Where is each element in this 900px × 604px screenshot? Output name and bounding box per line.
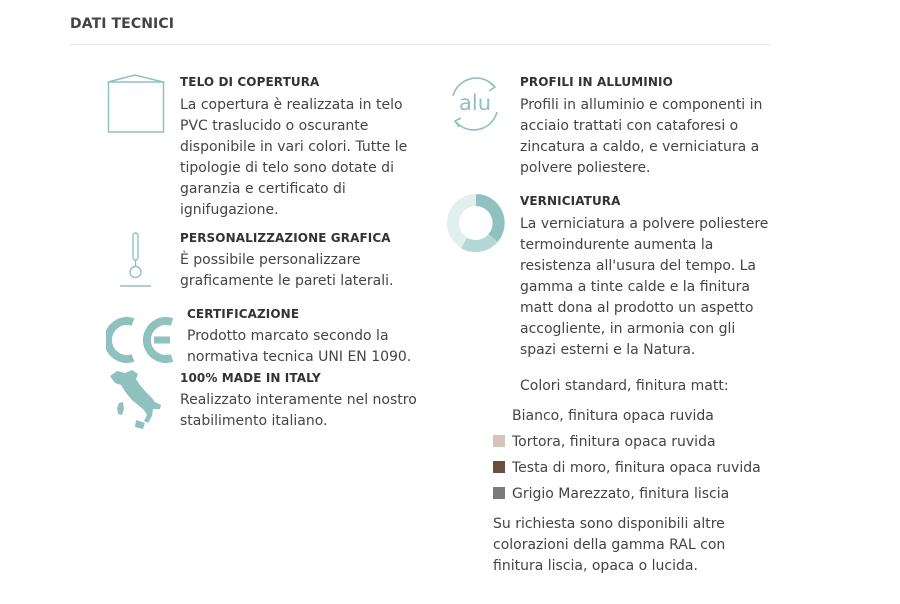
telo-title: TELO DI COPERTURA (180, 75, 320, 89)
colors-note: Su richiesta sono disponibili altre colorazioni della gamma RAL con finitura liscia, opaca o lucida. (493, 516, 726, 574)
divider (70, 44, 771, 45)
paint-ring-icon (446, 193, 506, 253)
profili-text: Profili in alluminio e componenti in acciaio trattati con cataforesi o zincatura a caldo, e verniciatura a polvere poliestere. (520, 97, 763, 176)
color-label: Testa di moro, finitura opaca ruvida (512, 460, 761, 476)
color-option (493, 434, 716, 450)
italy-map-icon (108, 368, 164, 432)
color-label: Bianco, finitura opaca ruvida (512, 408, 714, 424)
color-label: Tortora, finitura opaca ruvida (512, 434, 716, 450)
color-option (493, 486, 729, 502)
color-swatch (493, 435, 505, 447)
alu-icon-text: alu (458, 91, 492, 115)
profili-title: PROFILI IN ALLUMINIO (520, 75, 673, 89)
certificazione-title: CERTIFICAZIONE (187, 307, 300, 321)
verniciatura-text: La verniciatura a polvere poliestere termoindurente aumenta la resistenza all'usura del tempo. La gamma a tinte calde e la finitura matt dona al prodotto un aspetto accogliente, in armonia con gli spazi esterni e la Natura. (520, 216, 769, 358)
color-swatch (493, 409, 505, 421)
color-swatch (493, 487, 505, 499)
alu-recycle-icon (444, 74, 506, 134)
color-label: Grigio Marezzato, finitura liscia (512, 486, 730, 502)
telo-text: La copertura è realizzata in telo PVC traslucido o oscurante disponibile in vari colori. Tutte le tipologie di telo sono dotate di garanzia e certificato di ignifugazione. (180, 97, 408, 218)
color-swatch (493, 461, 505, 473)
grafica-text: È possibile personalizzare graficamente le pareti laterali. (180, 252, 394, 289)
ce-mark-icon (106, 316, 174, 364)
section-title: DATI TECNICI (70, 16, 174, 32)
grafica-title: PERSONALIZZAZIONE GRAFICA (180, 231, 391, 245)
colors-title: Colori standard, finitura matt: (520, 378, 729, 394)
canopy-frame-icon (106, 73, 166, 135)
italy-title: 100% MADE IN ITALY (180, 371, 321, 385)
paint-brush-icon (116, 230, 156, 290)
color-option (493, 408, 714, 424)
color-option (493, 460, 761, 476)
italy-text: Realizzato interamente nel nostro stabilimento italiano. (180, 392, 417, 429)
verniciatura-title: VERNICIATURA (520, 194, 621, 208)
certificazione-text: Prodotto marcato secondo la normativa tecnica UNI EN 1090. (187, 328, 412, 365)
